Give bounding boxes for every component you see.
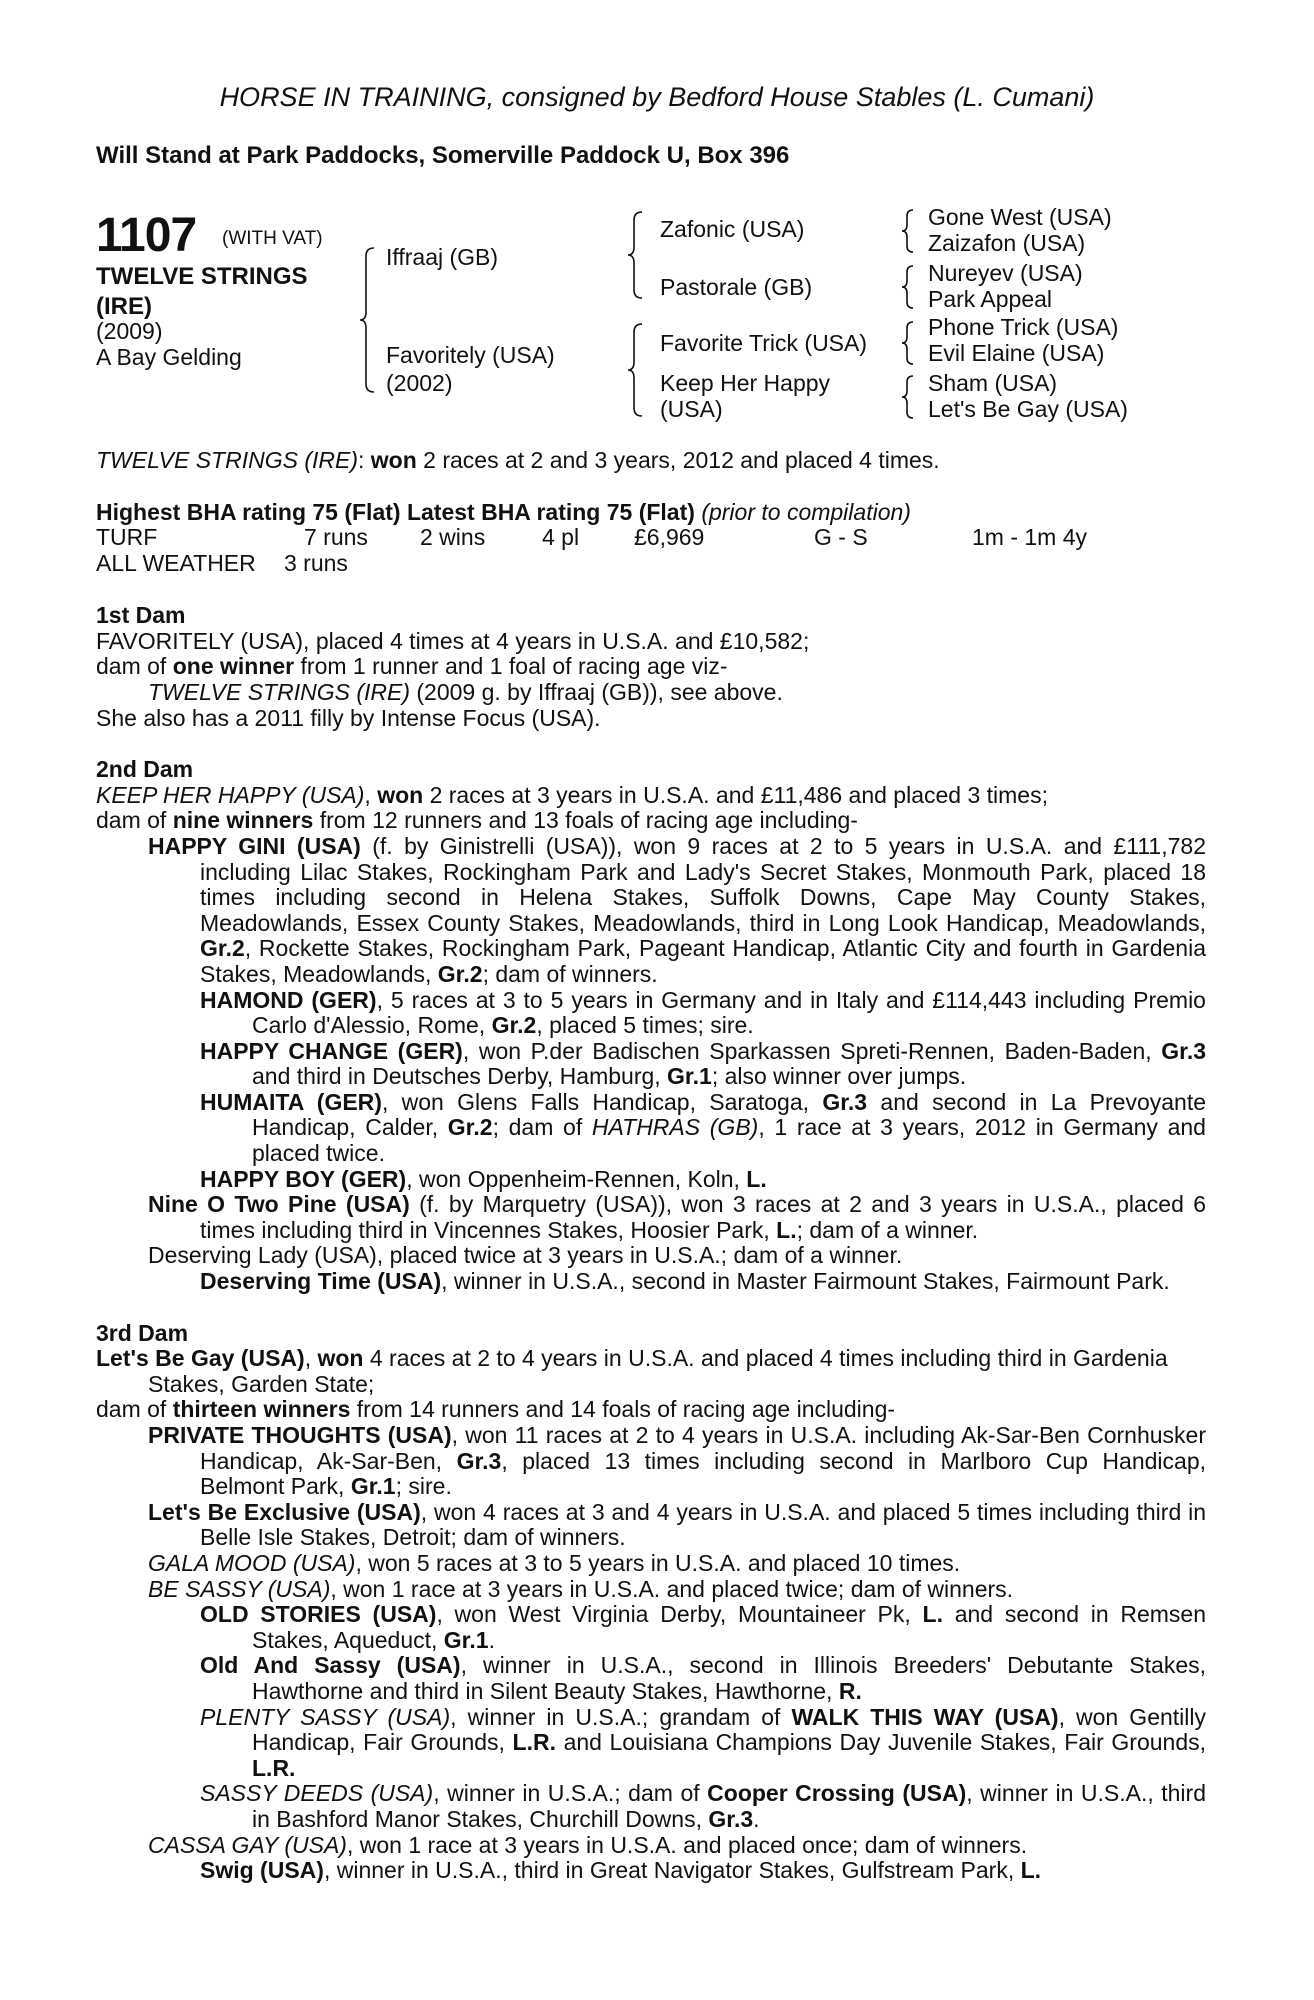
dam3-e4-t1: , won 1 race at 3 years in U.S.A. and placed twice; dam of winners. [330, 1575, 1014, 1602]
dam2-e6-t2: ; dam of a winner. [796, 1216, 979, 1243]
pedigree-dam-sire: Favorite Trick (USA) [660, 330, 868, 356]
dam3-winners-count: thirteen winners [172, 1396, 351, 1423]
turf-label: TURF [96, 524, 158, 551]
rating-turf-row [96, 525, 1206, 551]
consignor-header: HORSE IN TRAINING, consigned by Bedford House Stables (L. Cumani) [219, 82, 1095, 112]
rating-heading [96, 500, 1206, 526]
rating-note: (prior to compilation) [701, 498, 911, 525]
rating-aw-row [96, 551, 1206, 577]
dam2-e4-t2: and second in La Prevoyante Handicap, Calder, [252, 1088, 1207, 1141]
dam2-e4-g1: Gr.3 [822, 1088, 868, 1115]
dam3-e1-t2: , placed 13 times including second in Marlboro Cup Handicap, Belmont Park, [200, 1447, 1206, 1500]
dam3-e1-g1: Gr.3 [456, 1447, 502, 1474]
dam2-e4-t3: ; dam of [492, 1114, 592, 1141]
dam2-e1-t3: ; dam of winners. [482, 960, 658, 987]
dam3-e5-g1: L. [922, 1601, 943, 1628]
dam2-heading: 2nd Dam [96, 756, 194, 783]
pedigree-g5: Phone Trick (USA) [928, 314, 1119, 340]
dam2-entry-happy-change [200, 1039, 1206, 1090]
pedigree-sire-sire: Zafonic (USA) [660, 216, 805, 242]
summary-rest: 2 races at 2 and 3 years, 2012 and placed 4 times. [416, 447, 940, 473]
dam2-e1-g1: Gr.2 [200, 935, 245, 962]
dam1-l2a: dam of [96, 653, 173, 680]
vat-note: (WITH VAT) [222, 228, 323, 249]
dam2-e6-t1: (f. by Marquetry (USA)), won 3 races at 2 and 3 years in U.S.A., placed 6 times including third in Vincennes Stakes, Hoosier Park, [200, 1191, 1206, 1243]
dam3-e8-g1: Gr.3 [708, 1805, 754, 1832]
dam3-e6-t1: , winner in U.S.A., second in Illinois Breeders' Debutante Stakes, Hawthorne and third in Silent Beauty Stakes, Hawthorne, [252, 1652, 1206, 1704]
dam2-e1-t2: , Rockette Stakes, Rockingham Park, Pageant Handicap, Atlantic City and fourth in Gardenia Stakes, Meadowlands, [200, 935, 1206, 987]
dam3-entry-cassa-gay [148, 1833, 1206, 1859]
dam2-entry-nine-o-two-pine [148, 1192, 1206, 1243]
dam2-e3-g1: Gr.3 [1161, 1037, 1207, 1064]
dam3-e9-t1: , won 1 race at 3 years in U.S.A. and placed once; dam of winners. [346, 1831, 1028, 1858]
dam2-e1-t1: (f. by Ginistrelli (USA)), won 9 races at 2 to 5 years in U.S.A. and £111,782 including Lilac Stakes, Rockingham Park and Lady's Secret Stakes, Monmouth Park, placed 18 times including second in Helena Stakes, Suffolk Downs, Cape May County Stakes, Meadowlands, Essex County Stakes, Meadowlands, third in Long Look Handicap, Meadowlands, [200, 832, 1206, 936]
dam3-e6-name: Old And Sassy (USA) [200, 1652, 461, 1679]
dam2-l2c: from 12 runners and 13 foals of racing age including- [313, 807, 858, 834]
dam1-l3a: TWELVE STRINGS (IRE) [148, 678, 410, 705]
pedigree-g8: Let's Be Gay (USA) [928, 396, 1128, 422]
dam3-entry-swig [200, 1858, 1206, 1884]
pedigree-sire-dam: Pastorale (GB) [660, 274, 813, 300]
dam3-entry-plenty-sassy [200, 1705, 1206, 1782]
pedigree-dam-dam-line2: (USA) [660, 396, 723, 422]
pedigree-bracket-g3 [900, 320, 916, 366]
dam3-line2 [96, 1397, 1206, 1423]
dam3-l1d: 4 races at 2 to 4 years in U.S.A. and placed 4 times including third in Gardenia Stakes, Garden State; [148, 1345, 1168, 1397]
dam3-e2-name: Let's Be Exclusive (USA) [148, 1498, 421, 1525]
dam3-entry-old-stories [200, 1602, 1206, 1653]
stand-location: Will Stand at Park Paddocks, Somerville Paddock U, Box 396 [96, 142, 790, 169]
pedigree-bracket-g1 [900, 208, 916, 254]
turf-distance: 1m - 1m 4y [972, 524, 1088, 551]
dam3-e5-t1: , won West Virginia Derby, Mountaineer Pk, [436, 1601, 923, 1628]
dam3-entry-sassy-deeds [200, 1781, 1206, 1832]
dam2-entry-deserving-time [200, 1269, 1206, 1295]
dam2-e2-name: HAMOND (GER) [200, 986, 377, 1013]
dam2-e8-name: Deserving Time (USA) [200, 1268, 442, 1295]
dam3-e1-t1: , won 11 races at 2 to 4 years in U.S.A. including Ak-Sar-Ben Cornhusker Handicap, Ak-Sar-Ben, [200, 1422, 1206, 1474]
dam2-e5-name: HAPPY BOY (GER) [200, 1165, 407, 1192]
dam2-line2 [96, 808, 1206, 834]
dam3-e7-g1: L.R. [512, 1729, 556, 1756]
dam3-l2a: dam of [96, 1396, 173, 1423]
dam3-e8-t1: , winner in U.S.A.; dam of [433, 1780, 708, 1807]
aw-runs: 3 runs [284, 550, 348, 577]
dam2-e4-it1: HATHRAS (GB) [591, 1114, 759, 1141]
dam1-winners-count: one winner [172, 653, 295, 680]
dam2-e3-t1: , won P.der Badischen Sparkassen Spreti-Rennen, Baden-Baden, [462, 1037, 1162, 1064]
dam3-e5-g2: Gr.1 [443, 1626, 489, 1653]
summary-line [96, 448, 1206, 474]
dam2-e3-g2: Gr.1 [667, 1063, 712, 1090]
dam3-entry-lets-be-exclusive [148, 1500, 1206, 1551]
horse-name-line1: TWELVE STRINGS [96, 263, 308, 290]
pedigree-dam-dam-line1: Keep Her Happy [660, 370, 831, 396]
dam3-e5-t2: and second in Remsen Stakes, Aqueduct, [252, 1601, 1206, 1653]
dam2-e2-t2: , placed 5 times; sire. [536, 1012, 754, 1039]
dam3-l2c: from 14 runners and 14 foals of racing age including- [350, 1396, 896, 1423]
pedigree-dam: Favoritely (USA) [386, 342, 555, 368]
pedigree-bracket-dam [626, 322, 646, 418]
dam1-line2 [96, 654, 1206, 680]
dam2-l1c: won [377, 781, 424, 808]
summary-colon: : [357, 447, 365, 473]
dam3-e1-t3: ; sire. [395, 1473, 452, 1500]
dam2-e2-g1: Gr.2 [491, 1012, 537, 1039]
dam3-e2-t1: , won 4 races at 3 and 4 years in U.S.A. and placed 5 times including third in Belle Isle Stakes, Detroit; dam of winners. [200, 1498, 1206, 1551]
dam3-l1b: , [304, 1345, 318, 1372]
turf-money: £6,969 [634, 524, 705, 551]
dam2-entry-happy-gini [148, 834, 1206, 988]
turf-runs: 7 runs [304, 524, 368, 551]
summary-won: won [370, 447, 417, 473]
turf-wins: 2 wins [420, 524, 486, 551]
dam2-entry-deserving-lady: Deserving Lady (USA), placed twice at 3 years in U.S.A.; dam of a winner. [148, 1242, 903, 1269]
pedigree-bracket-g2 [900, 264, 916, 310]
pedigree-g2: Zaizafon (USA) [928, 230, 1086, 256]
dam3-e8-t3: . [753, 1805, 760, 1832]
dam2-e4-t4: , 1 race at 3 years, 2012 in Germany and placed twice. [252, 1114, 1206, 1167]
dam3-e10-name: Swig (USA) [200, 1857, 324, 1884]
dam2-winners-count: nine winners [172, 807, 314, 834]
dam1-l2c: from 1 runner and 1 foal of racing age viz- [294, 653, 728, 680]
pedigree-g7: Sham (USA) [928, 370, 1058, 396]
dam1-heading: 1st Dam [96, 602, 186, 629]
catalogue-body [96, 448, 1206, 1884]
dam3-e7-t3: and Louisiana Champions Day Juvenile Stakes, Fair Grounds, [555, 1729, 1207, 1756]
dam3-e4-it1: BE SASSY (USA) [148, 1575, 331, 1602]
dam2-e1-g2: Gr.2 [437, 960, 483, 987]
dam3-entry-old-and-sassy [200, 1653, 1206, 1704]
dam3-line1 [96, 1346, 1206, 1397]
dam3-l1c: won [317, 1345, 364, 1372]
dam2-line1 [96, 783, 1206, 809]
lot-number: 1107 [96, 209, 197, 262]
dam3-e7-b1: WALK THIS WAY (USA) [791, 1703, 1059, 1730]
dam3-e8-b1: Cooper Crossing (USA) [707, 1780, 967, 1807]
dam3-e1-g2: Gr.1 [350, 1473, 396, 1500]
dam3-entry-gala-mood [148, 1551, 1206, 1577]
dam3-e5-t3: . [488, 1626, 495, 1653]
dam3-e7-t2: , won Gentilly Handicap, Fair Grounds, [252, 1703, 1206, 1756]
dam2-e3-t3: ; also winner over jumps. [711, 1063, 967, 1090]
dam3-e10-t1: , winner in U.S.A., third in Great Navigator Stakes, Gulfstream Park, [323, 1857, 1021, 1884]
dam1-line1: FAVORITELY (USA), placed 4 times at 4 years in U.S.A. and £10,582; [96, 627, 810, 654]
dam3-e8-t2: , winner in U.S.A., third in Bashford Manor Stakes, Churchill Downs, [252, 1780, 1206, 1832]
dam2-e1-name: HAPPY GINI (USA) [148, 832, 361, 859]
dam3-heading: 3rd Dam [96, 1319, 189, 1346]
summary-horse-name: TWELVE STRINGS (IRE) [96, 447, 358, 473]
pedigree-bracket-g4 [900, 374, 916, 420]
dam2-e8-t1: , winner in U.S.A., second in Master Fairmount Stakes, Fairmount Park. [441, 1268, 1170, 1295]
dam2-e6-g1: L. [776, 1216, 797, 1243]
pedigree-dam-year: (2002) [386, 370, 453, 396]
horse-name [96, 262, 366, 322]
pedigree-sire: Iffraaj (GB) [386, 244, 499, 270]
dam2-e4-t1: , won Glens Falls Handicap, Saratoga, [381, 1088, 823, 1115]
dam3-e7-it1: PLENTY SASSY (USA) [200, 1703, 451, 1730]
pedigree-g6: Evil Elaine (USA) [928, 340, 1105, 366]
dam2-e2-t1: , 5 races at 3 to 5 years in Germany and in Italy and £114,443 including Premio Carlo d'Alessio, Rome, [252, 986, 1206, 1039]
dam2-e3-name: HAPPY CHANGE (GER) [200, 1037, 463, 1064]
turf-going: G - S [814, 524, 868, 551]
dam3-e3-t1: , won 5 races at 3 to 5 years in U.S.A. and placed 10 times. [355, 1549, 961, 1576]
dam2-l1d: 2 races at 3 years in U.S.A. and £11,486 and placed 3 times; [423, 781, 1048, 808]
pedigree-g3: Nureyev (USA) [928, 260, 1083, 286]
aw-label: ALL WEATHER [96, 550, 256, 577]
dam3-e5-name: OLD STORIES (USA) [200, 1601, 437, 1628]
dam2-e4-g2: Gr.2 [447, 1114, 493, 1141]
dam2-l1a: KEEP HER HAPPY (USA) [96, 781, 365, 808]
dam2-l1b: , [364, 781, 378, 808]
dam3-e7-g2: L.R. [252, 1754, 296, 1781]
pedigree-g4: Park Appeal [928, 286, 1053, 312]
dam3-e3-it1: GALA MOOD (USA) [148, 1549, 356, 1576]
dam3-l1a: Let's Be Gay (USA) [96, 1345, 305, 1372]
dam3-entry-private-thoughts [148, 1423, 1206, 1500]
dam2-e4-name: HUMAITA (GER) [200, 1088, 382, 1115]
dam3-e9-it1: CASSA GAY (USA) [148, 1831, 347, 1858]
pedigree-g1: Gone West (USA) [928, 204, 1112, 230]
dam1-line3 [96, 680, 1206, 706]
dam3-e7-t1: , winner in U.S.A.; grandam of [450, 1703, 792, 1730]
dam3-e8-it1: SASSY DEEDS (USA) [200, 1780, 434, 1807]
dam3-e1-name: PRIVATE THOUGHTS (USA) [148, 1422, 452, 1448]
dam2-e3-t2: and third in Deutsches Derby, Hamburg, [252, 1063, 668, 1090]
dam3-e10-g1: L. [1020, 1857, 1042, 1884]
turf-placed: 4 pl [542, 524, 580, 551]
pedigree-bracket-sire [626, 210, 646, 300]
dam2-entry-humaita [200, 1090, 1206, 1167]
dam2-entry-hamond [200, 988, 1206, 1039]
dam1-l3b: (2009 g. by Iffraaj (GB)), see above. [409, 678, 783, 705]
horse-name-line2: (IRE) [96, 293, 152, 320]
dam2-e5-t1: , won Oppenheim-Rennen, Koln, [406, 1165, 747, 1192]
dam3-e6-g1: R. [838, 1677, 862, 1704]
pedigree-bracket-main [358, 246, 378, 394]
dam2-e6-name: Nine O Two Pine (USA) [148, 1191, 410, 1218]
rating-heading-text: Highest BHA rating 75 (Flat) Latest BHA rating 75 (Flat) [96, 498, 695, 525]
dam2-l2a: dam of [96, 807, 173, 834]
dam3-entry-be-sassy [148, 1577, 1206, 1603]
dam2-e5-g1: L. [746, 1165, 767, 1192]
horse-year: (2009) [96, 318, 163, 344]
horse-description: A Bay Gelding [96, 344, 242, 370]
dam1-line4: She also has a 2011 filly by Intense Focus (USA). [96, 704, 601, 731]
dam2-entry-happy-boy [200, 1167, 1206, 1193]
